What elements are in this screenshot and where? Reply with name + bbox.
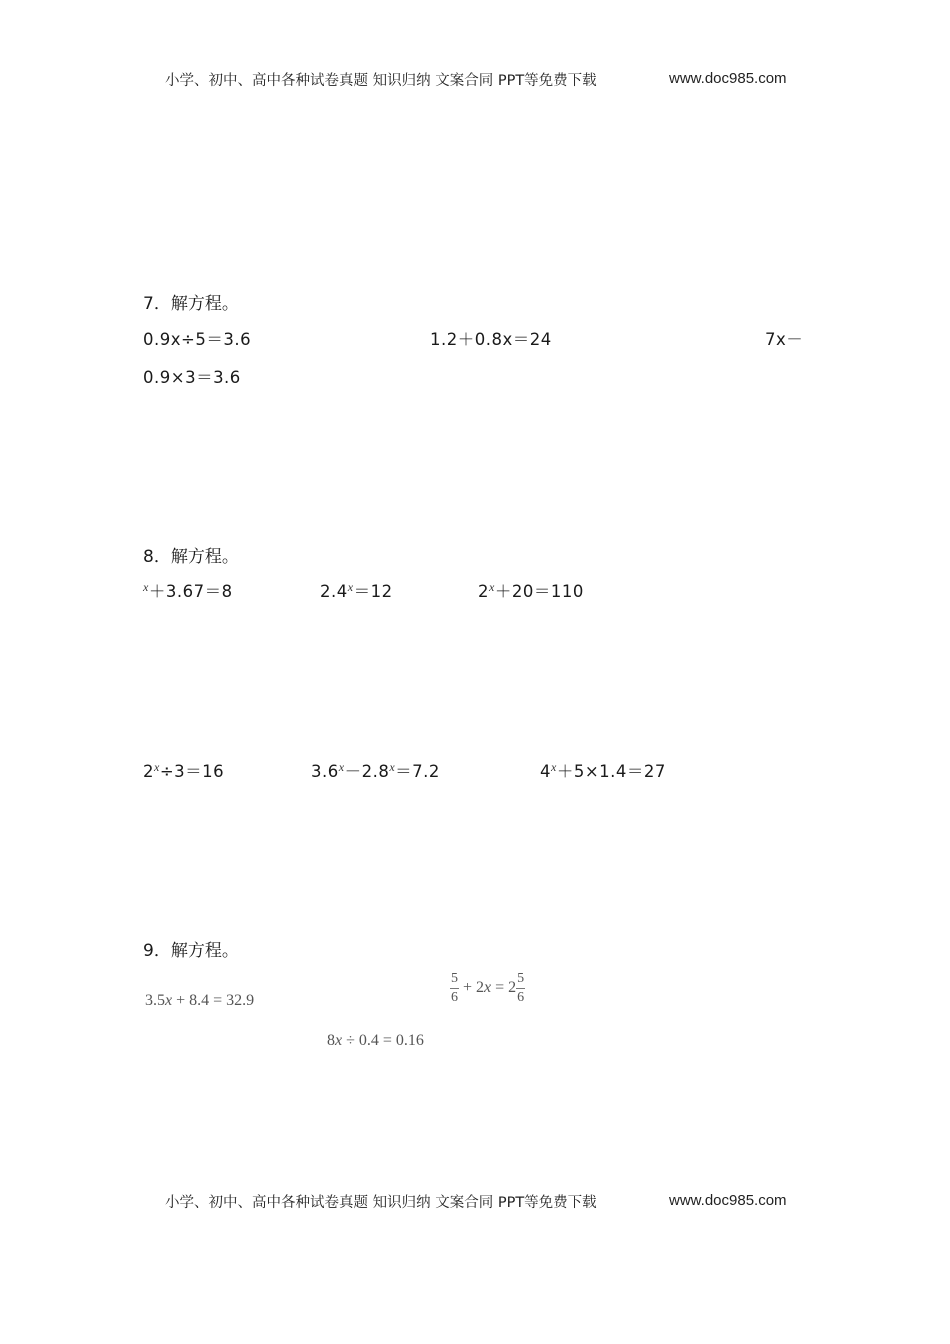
footer-url[interactable]: www.doc985.com <box>669 1192 787 1209</box>
q9-title: 9．解方程。 <box>143 941 239 961</box>
q9-eq2-equals: = 2 <box>491 979 517 997</box>
q7-title: 7．解方程。 <box>143 294 239 314</box>
q8-equation-5 <box>311 758 440 782</box>
variable-x: x <box>389 760 396 774</box>
q7-equation-3-start: 7x－ <box>765 330 804 349</box>
q8-eq1-rest: ＋3.67＝8 <box>148 582 233 601</box>
q9-eq1-var: x <box>165 992 173 1009</box>
q9-equation-3 <box>327 1032 424 1050</box>
q8-eq5-mid: －2.8 <box>344 762 390 781</box>
fraction-numerator: 5 <box>516 972 525 989</box>
fraction-denominator: 6 <box>451 990 458 1005</box>
q8-equation-2 <box>320 578 393 602</box>
q8-eq5-pre: 3.6 <box>311 762 339 781</box>
q7-equation-2: 1.2＋0.8x＝24 <box>430 330 552 349</box>
q9-eq3-var: x <box>335 1032 343 1049</box>
q7-equation-3-end: 0.9×3＝3.6 <box>143 368 241 387</box>
header-url[interactable]: www.doc985.com <box>669 70 787 87</box>
q9-eq3-rest: ÷ 0.4 = 0.16 <box>342 1032 424 1049</box>
header-text: 小学、初中、高中各种试卷真题 知识归纳 文案合同 PPT等免费下载 <box>165 73 597 89</box>
q8-eq3-rest: ＋20＝110 <box>494 582 584 601</box>
q8-eq4-rest: ÷3＝16 <box>159 762 225 781</box>
q9-equation-1 <box>145 992 254 1010</box>
q9-eq1-coef: 3.5 <box>145 992 165 1009</box>
variable-x: x <box>551 760 557 774</box>
variable-x: x <box>154 760 160 774</box>
fraction-numerator: 5 <box>450 972 459 989</box>
q8-equation-4 <box>143 758 224 782</box>
q8-eq5-rest: ＝7.2 <box>395 762 440 781</box>
q8-eq6-pre: 4 <box>540 762 551 781</box>
q9-equation-2 <box>450 972 525 1005</box>
q7-equation-1: 0.9x÷5＝3.6 <box>143 330 252 349</box>
fraction <box>450 972 459 1005</box>
variable-x: x <box>347 580 354 594</box>
variable-x: x <box>143 580 149 594</box>
q8-eq2-pre: 2.4 <box>320 582 348 601</box>
footer-text: 小学、初中、高中各种试卷真题 知识归纳 文案合同 PPT等免费下载 <box>165 1195 597 1211</box>
q8-title: 8．解方程。 <box>143 547 239 567</box>
fraction-denominator: 6 <box>517 990 525 1005</box>
q9-eq2-var: x <box>484 979 492 997</box>
q8-equation-6 <box>540 758 666 782</box>
variable-x: x <box>489 580 495 594</box>
variable-x: x <box>338 760 345 774</box>
q9-eq3-coef: 8 <box>327 1032 335 1049</box>
q8-equation-3 <box>478 578 584 602</box>
q8-eq4-pre: 2 <box>143 762 154 781</box>
fraction <box>516 972 525 1005</box>
q9-eq2-plus: + 2 <box>459 979 485 997</box>
q8-eq3-pre: 2 <box>478 582 489 601</box>
q9-eq1-rest: + 8.4 = 32.9 <box>172 992 255 1009</box>
q8-equation-1 <box>143 578 233 602</box>
q8-eq2-rest: ＝12 <box>353 582 393 601</box>
q8-eq6-rest: ＋5×1.4＝27 <box>556 762 666 781</box>
